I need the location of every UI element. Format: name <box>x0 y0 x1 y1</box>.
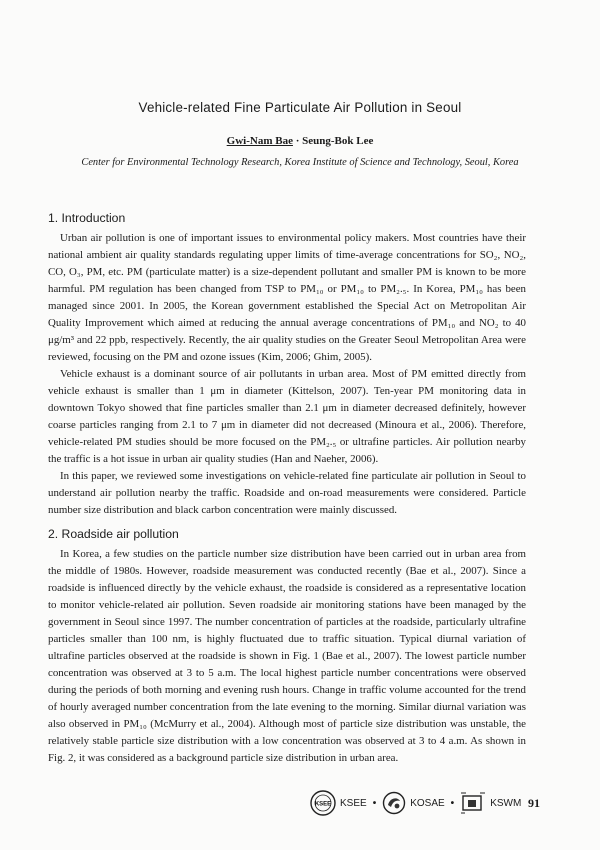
paragraph: In this paper, we reviewed some investigations on vehicle-related fine particulate air pollution in Seoul to understand air pollution nearby the traffic. Roadside and on-road measurements were considered. Particle number size distribution and black carbon concentration were mainly discussed. <box>48 470 526 516</box>
affiliation: Center for Environmental Technology Research, Korea Institute of Science and Technology, Seoul, Korea <box>81 157 519 168</box>
footer-separator: • <box>372 797 377 809</box>
paragraph: Urban air pollution is one of important issues to environmental policy makers. Most countries have their national ambient air quality standards regulating upper limits of time-average concentrations for SO₂, NO₂, CO, O₃, PM, etc. PM (particulate matter) is a size-dependent pollutant and smaller PM is known to be more harmful. PM regulation has been changed from TSP to PM₁₀ or PM₁₀ to PM₂.₅. In Korea, PM₁₀ has been managed since 2001. In 2005, the Korean government established the Special Act on Metropolitan Air Quality Improvement which aimed at reducing the annual average concentrations of PM₁₀ and NO₂ to 40 μg/m³ and 22 ppb, respectively. Recently, the air quality studies on the Greater Seoul Metropolitan Area were reviewed, focusing on the PM and ozone issues (Kim, 2006; Ghim, 2005). <box>48 232 526 363</box>
paragraph: Vehicle exhaust is a dominant source of air pollutants in urban area. Most of PM emitted directly from vehicle exhaust is smaller than 1 μm in diameter (Kittelson, 2007). Ten-year PM monitoring data in downtown Tokyo showed that fine particles smaller than 2.1 μm in diameter decreased definitely, however coarse particles ranging from 2.1 to 7 μm in diameter did not decreased (Minoura et al., 2006). Therefore, vehicle-related PM studies should be more focused on the PM₂.₅ or ultrafine particles. Air pollution nearby the traffic is a hot issue in urban air quality studies (Han and Naeher, 2006). <box>48 368 526 465</box>
paragraph: In Korea, a few studies on the particle number size distribution have been carried out in urban area from the middle of 1980s. However, roadside measurement was conducted recently (Bae et al., 2007). Since a roadside is influenced directly by the vehicle exhaust, the roadside is considered as a representative location to monitor vehicle-related air pollution. Seven roadside air monitoring stations have been managed by the government in Seoul since 1997. The number concentration of particles at the roadside, particularly ultrafine particles smaller than 100 nm, is highly fluctuated due to traffic situation. Typical diurnal variation of ultrafine particles observed at the roadside is shown in Fig. 1 (Bae et al., 2007). The lowest particle number concentration was observed at 3 to 5 a.m. The local highest particle number concentrations were observed during the periods of both morning and evening rush hours. Change in traffic volume accounted for the trend of hourly averaged number concentration from the late evening to the morning. Similar diurnal variation was also observed in PM₁₀ (McMurry et al., 2004). Although most of particle size distribution was unstable, the relatively stable particle size distribution with a low concentration was observed at 3 to 4 a.m. As shown in Fig. 2, it was considered as a background particle size distribution in urban area. <box>48 548 526 764</box>
author-name: Seung-Bok Lee <box>302 135 374 147</box>
ksee-logo-icon <box>310 790 336 816</box>
kosae-logo-icon <box>382 791 406 815</box>
section-heading-introduction: 1. Introduction <box>48 211 126 225</box>
author-separator: · <box>295 135 300 147</box>
kswm-logo-icon <box>460 791 486 815</box>
footer-org-kswm: KSWM <box>490 797 522 809</box>
section-introduction <box>48 230 526 519</box>
author-line <box>0 135 600 147</box>
author-name: Gwi-Nam Bae <box>226 135 293 147</box>
page-footer <box>310 789 540 817</box>
section-heading-roadside: 2. Roadside air pollution <box>48 527 179 541</box>
page-number: 91 <box>528 795 540 810</box>
footer-separator: • <box>450 797 455 809</box>
paper-title: Vehicle-related Fine Particulate Air Pollution in Seoul <box>138 100 462 115</box>
ksee-logo-text: KSEE <box>314 801 332 808</box>
section-roadside <box>48 546 526 767</box>
footer-org-ksee: KSEE <box>340 797 367 809</box>
footer-org-kosae: KOSAE <box>410 797 445 809</box>
